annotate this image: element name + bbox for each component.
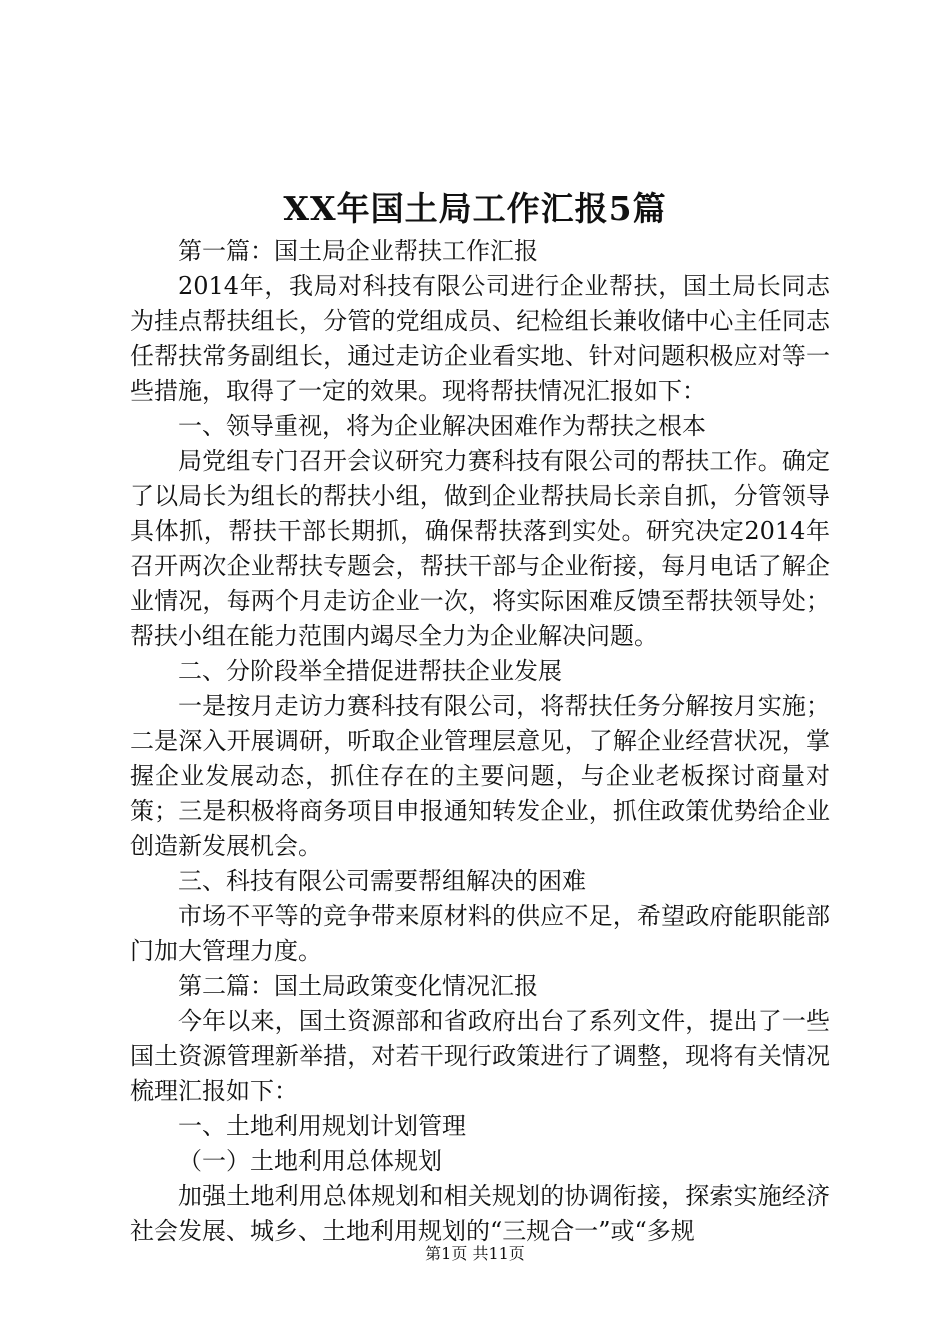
subsection-heading: （一）土地利用总体规划	[178, 1147, 442, 1175]
section-heading-part-1: 第一篇：国土局企业帮扶工作汇报	[178, 237, 538, 265]
section-heading-part-2: 第二篇：国土局政策变化情况汇报	[178, 972, 538, 1000]
document-title: XX年国土局工作汇报5篇	[283, 189, 667, 228]
subsection-heading: 三、科技有限公司需要帮组解决的困难	[178, 867, 586, 895]
paragraph: 一是按月走访力赛科技有限公司，将帮扶任务分解按月实施；二是深入开展调研，听取企业管理层意见，了解企业经营状况，掌握企业发展动态，抓住存在的主要问题，与企业老板探讨商量对策；三是积极将商务项目申报通知转发企业，抓住政策优势给企业创造新发展机会。	[130, 692, 830, 860]
paragraph: 加强土地利用总体规划和相关规划的协调衔接，探索实施经济社会发展、城乡、土地利用规划的“三规合一”或“多规	[130, 1182, 830, 1245]
paragraph: 局党组专门召开会议研究力赛科技有限公司的帮扶工作。确定了以局长为组长的帮扶小组，做到企业帮扶局长亲自抓，分管领导具体抓，帮扶干部长期抓，确保帮扶落到实处。研究决定2014年召开两次企业帮扶专题会，帮扶干部与企业衔接，每月电话了解企业情况，每两个月走访企业一次，将实际困难反馈至帮扶领导处；帮扶小组在能力范围内竭尽全力为企业解决问题。	[130, 447, 830, 650]
paragraph: 市场不平等的竞争带来原材料的供应不足，希望政府能职能部门加大管理力度。	[130, 902, 830, 965]
subsection-heading: 二、分阶段举全措促进帮扶企业发展	[178, 657, 562, 685]
page-number-footer: 第1页 共11页	[425, 1244, 525, 1263]
document-body	[130, 234, 830, 1249]
subsection-heading: 一、领导重视，将为企业解决困难作为帮扶之根本	[178, 412, 706, 440]
paragraph: 今年以来，国土资源部和省政府出台了系列文件，提出了一些国土资源管理新举措，对若干现行政策进行了调整，现将有关情况梳理汇报如下：	[130, 1007, 830, 1105]
paragraph: 2014年，我局对科技有限公司进行企业帮扶，国土局长同志为挂点帮扶组长，分管的党组成员、纪检组长兼收储中心主任同志任帮扶常务副组长，通过走访企业看实地、针对问题积极应对等一些措施，取得了一定的效果。现将帮扶情况汇报如下：	[130, 272, 830, 405]
subsection-heading: 一、土地利用规划计划管理	[178, 1112, 466, 1140]
